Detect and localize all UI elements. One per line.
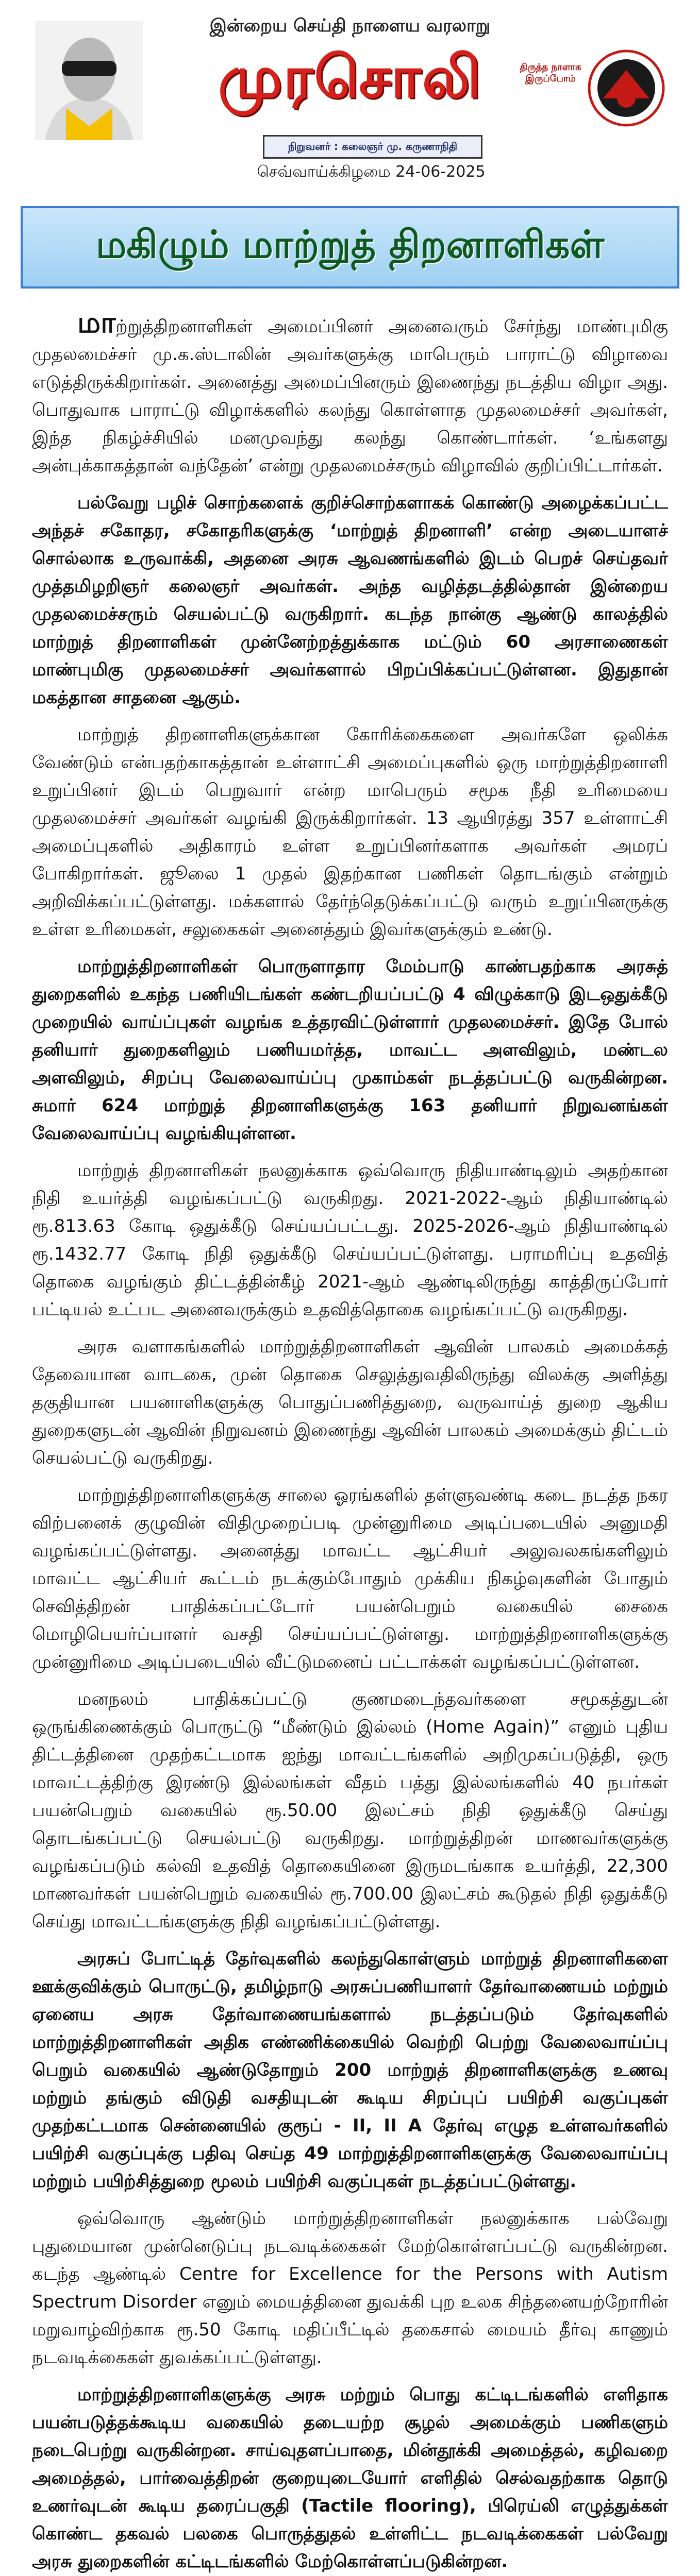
- dropcap: மா: [77, 309, 116, 340]
- rising-sun-emblem-icon: [588, 49, 665, 127]
- paragraph-6: அரசு வளாகங்களில் மாற்றுத்திறனாளிகள் ஆவின் பாலகம் அமைக்கத் தேவையான வாடகை, முன் தொகை செலுத்துவதிலிருந்து விலக்கு அளித்து தகுதியான பயனாளிகளுக்கு பொதுப்பணித்துறை, வருவாய்த் துறை ஆகிய துறைகளுடன் ஆவின் நிறுவனம் இணைந்து ஆவின் பாலகம் அமைக்கும் திட்டம் செயல்பட்டு வருகிறது.: [32, 1336, 668, 1468]
- paragraph-2: பல்வேறு பழிச் சொற்களைக் குறிச்சொற்களாகக் கொண்டு அழைக்கப்பட்ட அந்தச் சகோதர, சகோதரிகளுக்கு ‘மாற்றுத் திறனாளி’ என்ற அடையாளச் சொல்லாக உருவாக்கி, அதனை அரசு ஆவணங்களில் இடம் பெறச் செய்தவர் முத்தமிழறிஞர் கலைஞர் அவர்கள். அந்த வழித்தடத்தில்தான் இன்றைய முதலமைச்சரும் செயல்பட்டு வருகிறார். கடந்த நான்கு ஆண்டு காலத்தில் மாற்றுத் திறனாளிகள் முன்னேற்றத்துக்காக மட்டும் 60 அரசாணைகள் மாண்புமிகு முதலமைச்சர் அவர்களால் பிறப்பிக்கப்பட்டுள்ளன. இதுதான் மகத்தான சாதனை ஆகும்.: [32, 493, 668, 708]
- emblem-caption: திருத்த நாளாக இருப்போம்: [520, 62, 581, 84]
- paragraph-5: மாற்றுத் திறனாளிகள் நலனுக்காக ஒவ்வொரு நிதியாண்டிலும் அதற்கான நிதி உயர்த்தி வழங்கப்பட்டு வருகிறது. 2021-2022-ஆம் நிதியாண்டில் ரூ.813.63 கோடி ஒதுக்கீடு செய்யப்பட்டது. 2025-2026-ஆம் நிதியாண்டில் ரூ.1432.77 கோடி நிதி ஒதுக்கீடு செய்யப்பட்டுள்ளது. பராமரிப்பு உதவித் தொகை வழங்கும் திட்டத்தின்கீழ் 2021-ஆம் ஆண்டிலிருந்து காத்திருப்போர் பட்டியல் உட்பட அனைவருக்கும் உதவித்தொகை வழங்கப்பட்டு வருகிறது.: [32, 1160, 668, 1320]
- masthead-tagline: இன்றைய செய்தி நாளைய வரலாறு: [209, 15, 491, 36]
- founder-line: நிறுவனர் : கலைஞர் மு. கருணாநிதி: [263, 135, 482, 159]
- paragraph-9: அரசுப் போட்டித் தேர்வுகளில் கலந்துகொள்ளும் மாற்றுத் திறனாளிகளை ஊக்குவிக்கும் பொருட்டு, தமிழ்நாடு அரசுப்பணியாளர் தேர்வாணையம் மற்றும் ஏனைய அரசு தேர்வாணையங்களால் நடத்தப்படும் தேர்வுகளில் மாற்றுத்திறனாளிகள் அதிக எண்ணிக்கையில் வெற்றி பெற்று வேலைவாய்ப்பு பெறும் வகையில் ஆண்டுதோறும் 200 மாற்றுத் திறனாளிகளுக்கு உணவு மற்றும் தங்கும் விடுதி வசதியுடன் கூடிய சிறப்புப் பயிற்சி வகுப்புகள் முதற்கட்டமாக சென்னையில் குரூப் - II, II A தேர்வு எழுத உள்ளவர்களில் பயிற்சி வகுப்புக்கு பதிவு செய்த 49 மாற்றுத்திறனாளிகளுக்கு வேலைவாய்ப்பு மற்றும் பயிற்சித்துறை மூலம் பயிற்சி வகுப்புகள் நடத்தப்பட்டுள்ளது.: [32, 1948, 668, 2192]
- paragraph-1-text: ற்றுத்திறனாளிகள் அமைப்பினர் அனைவரும் சேர்ந்து மாண்புமிகு முதலமைச்சர் மு.க.ஸ்டாலின் அவர்களுக்கு மாபெரும் பாராட்டு விழாவை எடுத்திருக்கிறார்கள். அனைத்து அமைப்பினரும் இணைந்து நடத்திய விழா அது. பொதுவாக பாராட்டு விழாக்களில் கலந்து கொள்ளாத முதலமைச்சர் அவர்கள், இந்த நிகழ்ச்சியில் மனமுவந்து கலந்து கொண்டார்கள். ‘உங்களது அன்புக்காகத்தான் வந்தேன்’ என்று முதலமைச்சரும் விழாவில் குறிப்பிட்டார்கள்.: [32, 316, 668, 476]
- masthead: [21, 0, 679, 181]
- editorial-article: [32, 309, 668, 2576]
- dateline: செவ்வாய்க்கிழமை 24-06-2025: [257, 163, 486, 181]
- article-title: மகிழும் மாற்றுத் திறனாளிகள்: [95, 223, 605, 267]
- paragraph-4: மாற்றுத்திறனாளிகள் பொருளாதார மேம்பாடு காண்பதற்காக அரசுத் துறைகளில் உகந்த பணியிடங்கள் கண்டறியப்பட்டு 4 விழுக்காடு இடஒதுக்கீடு முறையில் வாய்ப்புகள் வழங்க உத்தரவிட்டுள்ளார் முதலமைச்சர். இதே போல் தனியார் துறைகளிலும் பணியமர்த்த, மாவட்ட அளவிலும், மண்டல அளவிலும், சிறப்பு வேலைவாய்ப்பு முகாம்கள் நடத்தப்பட்டு வருகின்றன. சுமார் 624 மாற்றுத் திறனாளிகளுக்கு 163 தனியார் நிறுவனங்கள் வேலைவாய்ப்பு வழங்கியுள்ளன.: [32, 956, 668, 1144]
- paragraph-10: ஒவ்வொரு ஆண்டும் மாற்றுத்திறனாளிகள் நலனுக்காக பல்வேறு புதுமையான முன்னெடுப்பு நடவடிக்கைகள் மேற்கொள்ளப்பட்டு வருகின்றன. கடந்த ஆண்டில் Centre for Excellence for the Persons with Autism Spectrum Disorder எனும் மையத்தினை துவக்கி புற உலக சிந்தனையற்றோரின் மறுவாழ்விற்காக ரூ.50 கோடி மதிப்பீட்டில் தகைசால் மையம் தீர்வு காணும் நடவடிக்கைகள் துவக்கப்பட்டுள்ளது.: [32, 2208, 668, 2368]
- paragraph-3: மாற்றுத் திறனாளிகளுக்கான கோரிக்கைகளை அவர்களே ஒலிக்க வேண்டும் என்பதற்காகத்தான் உள்ளாட்சி அமைப்புகளில் ஒரு மாற்றுத்திறனாளி உறுப்பினர் இடம் பெறுவார் என்ற மாபெரும் சமூக நீதி உரிமையை முதலமைச்சர் அவர்கள் வழங்கி இருக்கிறார்கள். 13 ஆயிரத்து 357 உள்ளாட்சி அமைப்புகளில் அதிகாரம் உள்ள உறுப்பினர்களாக அவர்கள் அமரப் போகிறார்கள். ஜூலை 1 முதல் இதற்கான பணிகள் தொடங்கும் என்றும் அறிவிக்கப்பட்டுள்ளது. மக்களால் தேர்ந்தெடுக்கப்பட்டு வரும் உறுப்பினருக்கு உள்ள உரிமைகள், சலுகைகள் அனைத்தும் இவர்களுக்கும் உண்டு.: [32, 724, 668, 940]
- paragraph-1: [32, 309, 668, 480]
- paragraph-8: மனநலம் பாதிக்கப்பட்டு குணமடைந்தவர்களை சமூகத்துடன் ஒருங்கிணைக்கும் பொருட்டு “மீண்டும் இல்லம் (Home Again)” எனும் புதிய திட்டத்தினை முதற்கட்டமாக ஐந்து மாவட்டங்களில் அறிமுகப்படுத்தி, ஒரு மாவட்டத்திற்கு இரண்டு இல்லங்கள் வீதம் பத்து இல்லங்களில் 40 நபர்கள் பயன்பெறும் வகையில் ரூ.50.00 இலட்சம் நிதி ஒதுக்கீடு செய்து தொடங்கப்பட்டு செயல்பட்டு வருகிறது. மாற்றுத்திறன் மாணவர்களுக்கு வழங்கப்படும் கல்வி உதவித் தொகையினை இருமடங்காக உயர்த்தி, 22,300 மாணவர்கள் பயன்பெறும் வகையில் ரூ.700.00 இலட்சம் கூடுதல் நிதி ஒதுக்கீடு செய்து மாவட்டங்களுக்கு நிதி வழங்கப்பட்டுள்ளது.: [32, 1689, 668, 1932]
- newspaper-logo: முரசொலி: [218, 43, 482, 111]
- paragraph-11: மாற்றுத்திறனாளிகளுக்கு அரசு மற்றும் பொது கட்டிடங்களில் எளிதாக பயன்படுத்தக்கூடிய வகையில் தடையற்ற சூழல் அமைக்கும் பணிகளும் நடைபெற்று வருகின்றன. சாய்வுதளப்பாதை, மின்தூக்கி அமைத்தல், கழிவறை அமைத்தல், பார்வைத்திறன் குறையுடையோர் எளிதில் செல்வதற்காக தொடு உணர்வுடன் கூடிய தரைப்பகுதி (Tactile flooring), பிரெய்லி எழுத்துக்கள் கொண்ட தகவல் பலகை பொருத்துதல் உள்ளிட்ட நடவடிக்கைகள் பல்வேறு அரசு துறைகளின் கட்டிடங்களில் மேற்கொள்ளப்படுகின்றன.: [32, 2384, 668, 2572]
- title-band: [21, 206, 679, 289]
- paragraph-7: மாற்றுத்திறனாளிகளுக்கு சாலை ஓரங்களில் தள்ளுவண்டி கடை நடத்த நகர விற்பனைக் குழுவின் விதிமுறைப்படி முன்னுரிமை அடிப்படையில் அனுமதி வழங்கப்பட்டுள்ளது. அனைத்து மாவட்ட ஆட்சியர் அலுவலகங்களிலும் மாவட்ட ஆட்சியர் கூட்டம் நடக்கும்போதும் முக்கிய நிகழ்வுகளின் போதும் செவித்திறன் பாதிக்கப்பட்டோர் பயன்பெறும் வகையில் சைகை மொழிபெயர்ப்பாளர் வசதி செய்யப்பட்டுள்ளது. மாற்றுத்திறனாளிகளுக்கு முன்னுரிமை அடிப்படையில் வீட்டுமனைப் பட்டாக்கள் வழங்கப்பட்டுள்ளன.: [32, 1485, 668, 1672]
